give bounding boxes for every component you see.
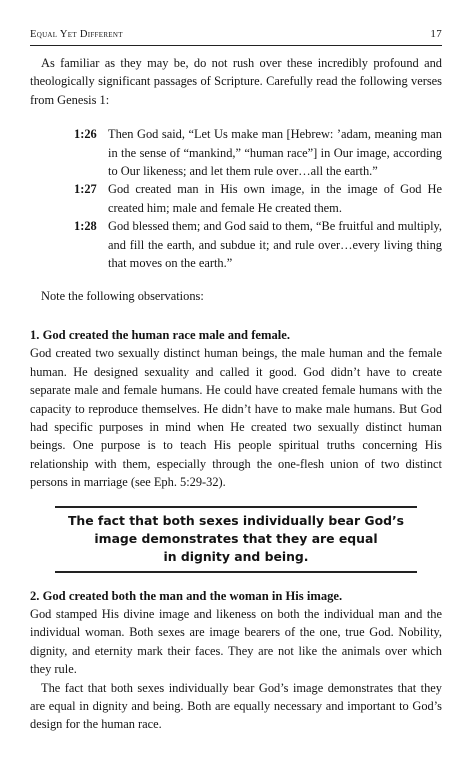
pull-quote-line: in dignity and being.	[163, 548, 309, 564]
section-2-heading: 2. God created both the man and the woman in His image.	[30, 588, 343, 603]
intro-paragraph: As familiar as they may be, do not rush over these incredibly profound and theologically significant passages of Scripture. Carefully read the following verses from Genesis 1:	[30, 56, 442, 107]
verse-ref: 1:28	[74, 219, 97, 234]
running-head	[30, 28, 442, 40]
running-title: Equal Yet Different	[30, 29, 123, 40]
page-number: 17	[430, 28, 442, 40]
verse-1-26	[74, 125, 442, 180]
section-1-paragraph: God created two sexually distinct human beings, the male human and the female human. He designed sexuality and called it good. God didn’t have to create separate male and female humans. He could have created female humans with the capacity to reproduce themselves. He didn’t have to make male humans. But God had specific purposes in mind when He created two sexually distinct human beings. One purpose is to teach His people spiritual truths concerning His relationship with them, especially through the one-flesh union of two distinct persons in marriage (see Eph. 5:29-32).	[30, 346, 442, 490]
verse-ref: 1:27	[74, 182, 97, 197]
verse-text: God blessed them; and God said to them, “Be fruitful and multiply, and fill the earth, and subdue it; and rule over…every living thing that moves on the earth.”	[108, 219, 442, 271]
page-body	[30, 54, 442, 734]
verse-ref: 1:26	[74, 127, 97, 142]
verse-list	[74, 125, 442, 272]
pull-quote-line: image demonstrates that they are equal	[94, 530, 378, 546]
section-2-paragraph-2: The fact that both sexes individually bear God’s image demonstrates that they are equal in dignity and being. Both are equally necessary and important to God’s design for the human race.	[30, 680, 442, 732]
verse-text: Then God said, “Let Us make man [Hebrew: ’adam, meaning man in the sense of “mankind,” “human race”] in Our image, according to Our likeness; and let them rule over…all the earth.”	[108, 127, 442, 179]
header-rule	[30, 45, 442, 46]
observations-intro: Note the following observations:	[41, 289, 204, 304]
section-2-paragraph-1: God stamped His divine image and likeness on both the individual man and the individual woman. Both sexes are image bearers of the one, true God. Nobility, dignity, and eternity mark their faces. They are not like the animals over which they rule.	[30, 606, 442, 677]
section-1-heading: 1. God created the human race male and female.	[30, 327, 290, 342]
pull-quote-line: The fact that both sexes individually bear God’s	[67, 512, 405, 528]
verse-1-27	[74, 180, 442, 217]
verse-text: God created man in His own image, in the image of God He created him; male and female He created them.	[108, 182, 442, 215]
verse-1-28	[74, 217, 442, 272]
pull-quote	[55, 506, 417, 573]
